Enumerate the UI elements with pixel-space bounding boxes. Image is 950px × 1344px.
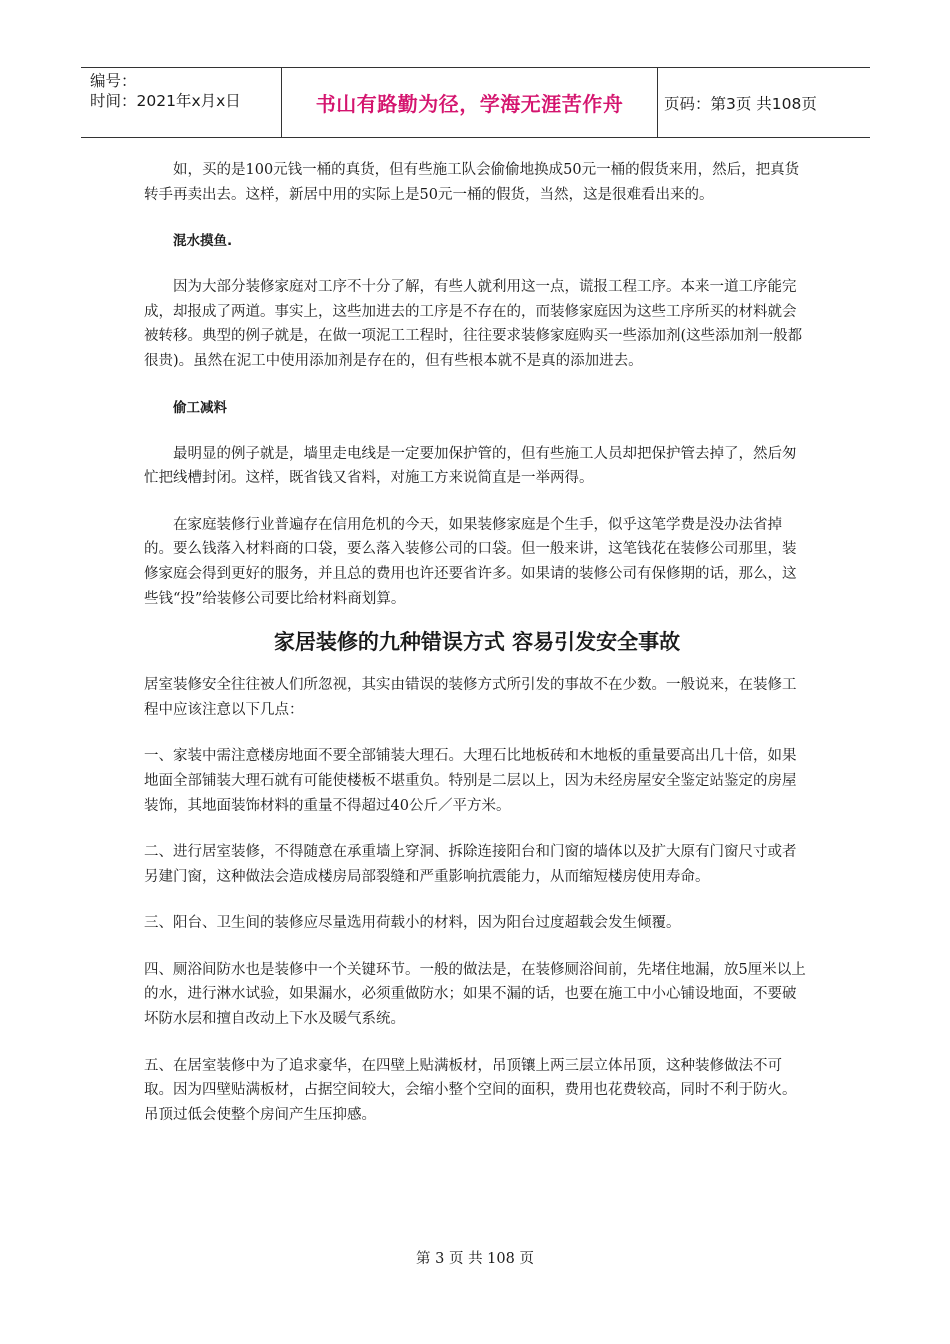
header-meta: [81, 68, 281, 137]
list-item: 二、进行居室装修，不得随意在承重墙上穿洞、拆除连接阳台和门窗的墙体以及扩大原有门窗尺寸或者另建门窗，这种做法会造成楼房局部裂缝和严重影响抗震能力，从而缩短楼房使用寿命。: [144, 844, 797, 885]
article-intro: 居室装修安全往往被人们所忽视，其实由错误的装修方式所引发的事故不在少数。一般说来，在装修工程中应该注意以下几点：: [144, 677, 797, 718]
article-title: 家居装修的九种错误方式 容易引发安全事故: [273, 630, 681, 655]
time-label: 时间：2021年x月x日: [90, 92, 241, 110]
paragraph: 在家庭装修行业普遍存在信用危机的今天，如果装修家庭是个生手，似乎这笔学费是没办法省掉的。要么钱落入材料商的口袋，要么落入装修公司的口袋。但一般来讲，这笔钱花在装修公司那里，装修家庭会得到更好的服务，并且总的费用也许还要省许多。如果请的装修公司有保修期的话，那么，这些钱“投”给装修公司要比给材料商划算。: [144, 516, 797, 607]
header-motto: 书山有路勤为径，学海无涯苦作舟: [281, 68, 658, 137]
list-item: 三、阳台、卫生间的装修应尽量选用荷载小的材料，因为阳台过度超载会发生倾覆。: [144, 915, 681, 932]
section-heading: 偷工减料: [173, 399, 227, 416]
paragraph: 因为大部分装修家庭对工序不十分了解，有些人就利用这一点，谎报工程工序。本来一道工序能完成，却报成了两道。事实上，这些加进去的工序是不存在的，而装修家庭因为这些工序所买的材料就会被转移。典型的例子就是，在做一项泥工工程时，往往要求装修家庭购买一些添加剂(这些添加剂一般都很贵)。虽然在泥工中使用添加剂是存在的，但有些根本就不是真的添加进去。: [144, 279, 803, 369]
header-page-info: 页码：第3页 共108页: [664, 94, 817, 113]
document-body: [144, 158, 810, 1127]
number-label: 编号：: [90, 72, 137, 90]
paragraph: 如，买的是100元钱一桶的真货，但有些施工队会偷偷地换成50元一桶的假货来用，然后，把真货转手再卖出去。这样，新居中用的实际上是50元一桶的假货，当然，这是很难看出来的。: [144, 162, 800, 203]
list-item: 四、厕浴间防水也是装修中一个关键环节。一般的做法是，在装修厕浴间前，先堵住地漏，放5厘米以上的水，进行淋水试验，如果漏水，必须重做防水；如果不漏的话，也要在施工中小心铺设地面，不要破坏防水层和擅自改动上下水及暖气系统。: [144, 961, 806, 1028]
header-table: [81, 67, 870, 138]
page-footer: 第 3 页 共 108 页: [416, 1251, 534, 1267]
list-item: 五、在居室装修中为了追求豪华，在四壁上贴满板材，吊顶镶上两三层立体吊顶，这种装修做法不可取。因为四壁贴满板材，占据空间较大，会缩小整个空间的面积，费用也花费较高，同时不利于防火。吊顶过低会使整个房间产生压抑感。: [144, 1057, 797, 1123]
section-heading: 混水摸鱼.: [173, 233, 233, 250]
list-item: 一、家装中需注意楼房地面不要全部铺装大理石。大理石比地板砖和木地板的重量要高出几十倍，如果地面全部铺装大理石就有可能使楼板不堪重负。特别是二层以上，因为未经房屋安全鉴定站鉴定的房屋装饰，其地面装饰材料的重量不得超过40公斤／平方米。: [144, 748, 797, 814]
paragraph: 最明显的例子就是，墙里走电线是一定要加保护管的，但有些施工人员却把保护管去掉了，然后匆忙把线槽封闭。这样，既省钱又省料，对施工方来说简直是一举两得。: [144, 445, 797, 487]
